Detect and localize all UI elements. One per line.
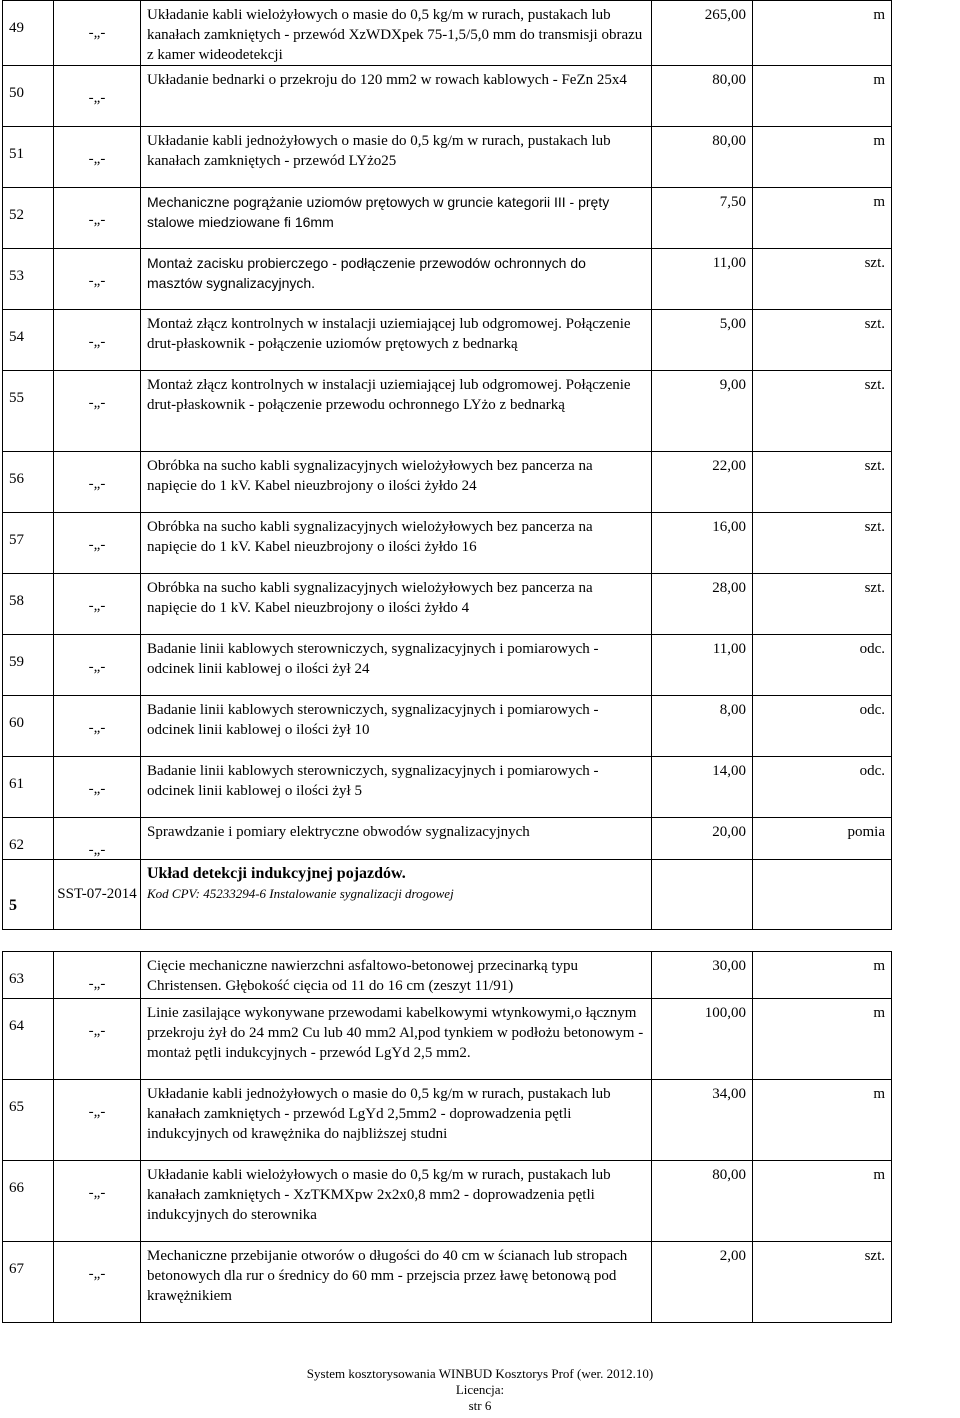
table-row bbox=[3, 1242, 892, 1323]
table-row bbox=[3, 999, 892, 1080]
item-number: 58 bbox=[3, 574, 54, 635]
table-row bbox=[3, 127, 892, 188]
item-description: Obróbka na sucho kabli sygnalizacyjnych wielożyłowych bez pancerza na napięcie do 1 kV. Kabel nieuzbrojony o ilości żyłdo 4 bbox=[141, 574, 652, 635]
table-row bbox=[3, 1, 892, 66]
table-row bbox=[3, 1080, 892, 1161]
item-code: -„- bbox=[54, 1, 141, 66]
item-description: Obróbka na sucho kabli sygnalizacyjnych wielożyłowych bez pancerza na napięcie do 1 kV. Kabel nieuzbrojony o ilości żyłdo 16 bbox=[141, 513, 652, 574]
item-unit: m bbox=[753, 127, 892, 188]
item-quantity: 14,00 bbox=[652, 757, 753, 818]
footer-software: System kosztorysowania WINBUD Kosztorys Prof (wer. 2012.10) bbox=[306, 1366, 654, 1381]
section-description-cell bbox=[141, 860, 652, 930]
table-row bbox=[3, 310, 892, 371]
item-code: -„- bbox=[54, 999, 141, 1080]
item-number: 63 bbox=[3, 952, 54, 999]
item-code: -„- bbox=[54, 952, 141, 999]
table-row bbox=[3, 513, 892, 574]
item-unit: pomia bbox=[753, 818, 892, 860]
section-title: Układ detekcji indukcyjnej pojazdów. bbox=[147, 865, 406, 882]
item-number: 64 bbox=[3, 999, 54, 1080]
item-quantity: 11,00 bbox=[652, 635, 753, 696]
item-unit: m bbox=[753, 1161, 892, 1242]
item-description: Cięcie mechaniczne nawierzchni asfaltowo-betonowej przecinarką typu Christensen. Głębokość cięcia od 11 do 16 cm (zeszyt 11/91) bbox=[141, 952, 652, 999]
footer-page-number: str 6 bbox=[468, 1398, 492, 1413]
item-code: -„- bbox=[54, 310, 141, 371]
item-quantity: 9,00 bbox=[652, 371, 753, 452]
section-qty-empty bbox=[652, 860, 753, 930]
item-quantity: 8,00 bbox=[652, 696, 753, 757]
item-description: Układanie kabli jednożyłowych o masie do 0,5 kg/m w rurach, pustakach lub kanałach zamkniętych - przewód LgYd 2,5mm2 - doprowadzenia pętli indukcyjnych od krawężnika do najbliższej studni bbox=[141, 1080, 652, 1161]
section-row bbox=[3, 860, 892, 930]
item-code: -„- bbox=[54, 513, 141, 574]
item-code: -„- bbox=[54, 371, 141, 452]
item-number: 50 bbox=[3, 66, 54, 127]
item-description: Mechaniczne przebijanie otworów o długości do 40 cm w ścianach lub stropach betonowych dla rur o średnicy do 60 mm - przejscia przez ławę betonową pod krawężnikiem bbox=[141, 1242, 652, 1323]
item-unit: szt. bbox=[753, 574, 892, 635]
item-number: 56 bbox=[3, 452, 54, 513]
item-code: -„- bbox=[54, 249, 141, 310]
table-row bbox=[3, 635, 892, 696]
table-row bbox=[3, 249, 892, 310]
item-unit: odc. bbox=[753, 757, 892, 818]
table-row bbox=[3, 188, 892, 249]
table-row bbox=[3, 66, 892, 127]
item-code: -„- bbox=[54, 1242, 141, 1323]
item-quantity: 30,00 bbox=[652, 952, 753, 999]
item-code: -„- bbox=[54, 818, 141, 860]
section-code-cell bbox=[54, 860, 141, 930]
item-quantity: 20,00 bbox=[652, 818, 753, 860]
item-description: Badanie linii kablowych sterowniczych, sygnalizacyjnych i pomiarowych - odcinek linii kablowej o ilości żył 24 bbox=[141, 635, 652, 696]
item-number: 62 bbox=[3, 818, 54, 860]
item-description: Badanie linii kablowych sterowniczych, sygnalizacyjnych i pomiarowych - odcinek linii kablowej o ilości żył 5 bbox=[141, 757, 652, 818]
cost-table-part-1 bbox=[2, 0, 892, 930]
section-number-cell bbox=[3, 860, 54, 930]
item-code: -„- bbox=[54, 574, 141, 635]
item-code: -„- bbox=[54, 127, 141, 188]
table-row bbox=[3, 818, 892, 860]
item-description: Mechaniczne pogrążanie uziomów prętowych w gruncie kategorii III - pręty stalowe miedziowane fi 16mm bbox=[141, 188, 652, 249]
item-unit: szt. bbox=[753, 371, 892, 452]
item-description: Układanie kabli wielożyłowych o masie do 0,5 kg/m w rurach, pustakach lub kanałach zamkniętych - przewód XzWDXpek 75-1,5/5,0 mm do transmisji obrazu z kamer wideodetekcji bbox=[141, 1, 652, 66]
section-number: 5 bbox=[9, 897, 17, 914]
item-number: 49 bbox=[3, 1, 54, 66]
item-description: Montaż złącz kontrolnych w instalacji uziemiającej lub odgromowej. Połączenie drut-płaskownik - połączenie przewodu ochronnego LYżo z bednarką bbox=[141, 371, 652, 452]
item-quantity: 34,00 bbox=[652, 1080, 753, 1161]
item-description: Obróbka na sucho kabli sygnalizacyjnych wielożyłowych bez pancerza na napięcie do 1 kV. Kabel nieuzbrojony o ilości żyłdo 24 bbox=[141, 452, 652, 513]
item-quantity: 265,00 bbox=[652, 1, 753, 66]
item-code: -„- bbox=[54, 66, 141, 127]
item-number: 60 bbox=[3, 696, 54, 757]
item-number: 57 bbox=[3, 513, 54, 574]
item-code: -„- bbox=[54, 1080, 141, 1161]
item-code: -„- bbox=[54, 188, 141, 249]
table-row bbox=[3, 696, 892, 757]
item-number: 53 bbox=[3, 249, 54, 310]
item-unit: szt. bbox=[753, 1242, 892, 1323]
item-quantity: 7,50 bbox=[652, 188, 753, 249]
table-row bbox=[3, 757, 892, 818]
item-description: Badanie linii kablowych sterowniczych, sygnalizacyjnych i pomiarowych - odcinek linii kablowej o ilości żył 10 bbox=[141, 696, 652, 757]
item-quantity: 16,00 bbox=[652, 513, 753, 574]
table-row bbox=[3, 452, 892, 513]
item-unit: odc. bbox=[753, 696, 892, 757]
item-code: -„- bbox=[54, 696, 141, 757]
item-quantity: 11,00 bbox=[652, 249, 753, 310]
item-description: Montaż złącz kontrolnych w instalacji uziemiającej lub odgromowej. Połączenie drut-płaskownik - połączenie uziomów prętowych z bednarką bbox=[141, 310, 652, 371]
item-unit: odc. bbox=[753, 635, 892, 696]
item-quantity: 5,00 bbox=[652, 310, 753, 371]
item-unit: szt. bbox=[753, 310, 892, 371]
item-quantity: 100,00 bbox=[652, 999, 753, 1080]
section-unit-empty bbox=[753, 860, 892, 930]
item-code: -„- bbox=[54, 635, 141, 696]
item-description: Sprawdzanie i pomiary elektryczne obwodów sygnalizacyjnych bbox=[141, 818, 652, 860]
page-footer bbox=[0, 1366, 960, 1414]
item-number: 66 bbox=[3, 1161, 54, 1242]
item-unit: m bbox=[753, 188, 892, 249]
item-code: -„- bbox=[54, 757, 141, 818]
item-unit: szt. bbox=[753, 452, 892, 513]
item-number: 65 bbox=[3, 1080, 54, 1161]
section-code: SST-07-2014 bbox=[57, 886, 137, 902]
section-cpv-code: Kod CPV: 45233294-6 Instalowanie sygnalizacji drogowej bbox=[147, 886, 454, 901]
table-row bbox=[3, 952, 892, 999]
footer-license: Licencja: bbox=[455, 1382, 505, 1397]
table-row bbox=[3, 1161, 892, 1242]
item-unit: szt. bbox=[753, 249, 892, 310]
item-unit: m bbox=[753, 952, 892, 999]
item-description: Układanie kabli wielożyłowych o masie do 0,5 kg/m w rurach, pustakach lub kanałach zamkniętych - XzTKMXpw 2x2x0,8 mm2 - doprowadzenia pętli indukcyjnych do sterownika bbox=[141, 1161, 652, 1242]
item-description: Układanie kabli jednożyłowych o masie do 0,5 kg/m w rurach, pustakach lub kanałach zamkniętych - przewód LYżo25 bbox=[141, 127, 652, 188]
item-quantity: 28,00 bbox=[652, 574, 753, 635]
table-row bbox=[3, 371, 892, 452]
item-quantity: 80,00 bbox=[652, 66, 753, 127]
item-code: -„- bbox=[54, 1161, 141, 1242]
item-quantity: 22,00 bbox=[652, 452, 753, 513]
item-description: Układanie bednarki o przekroju do 120 mm2 w rowach kablowych - FeZn 25x4 bbox=[141, 66, 652, 127]
cost-table-part-2 bbox=[2, 951, 892, 1323]
item-number: 52 bbox=[3, 188, 54, 249]
item-quantity: 2,00 bbox=[652, 1242, 753, 1323]
item-number: 59 bbox=[3, 635, 54, 696]
table-row bbox=[3, 574, 892, 635]
item-quantity: 80,00 bbox=[652, 1161, 753, 1242]
item-number: 55 bbox=[3, 371, 54, 452]
item-number: 51 bbox=[3, 127, 54, 188]
item-description: Montaż zacisku probierczego - podłączenie przewodów ochronnych do masztów sygnalizacyjnych. bbox=[141, 249, 652, 310]
item-number: 67 bbox=[3, 1242, 54, 1323]
item-description: Linie zasilające wykonywane przewodami kabelkowymi wtynkowymi,o łącznym przekroju żył do 24 mm2 Cu lub 40 mm2 Al,pod tynkiem w podłożu betonowym - montaż pętli indukcyjnych - przewód LgYd 2,5 mm2. bbox=[141, 999, 652, 1080]
item-number: 54 bbox=[3, 310, 54, 371]
item-number: 61 bbox=[3, 757, 54, 818]
item-code: -„- bbox=[54, 452, 141, 513]
item-unit: m bbox=[753, 999, 892, 1080]
item-unit: m bbox=[753, 1080, 892, 1161]
item-unit: m bbox=[753, 1, 892, 66]
item-quantity: 80,00 bbox=[652, 127, 753, 188]
item-unit: m bbox=[753, 66, 892, 127]
item-unit: szt. bbox=[753, 513, 892, 574]
